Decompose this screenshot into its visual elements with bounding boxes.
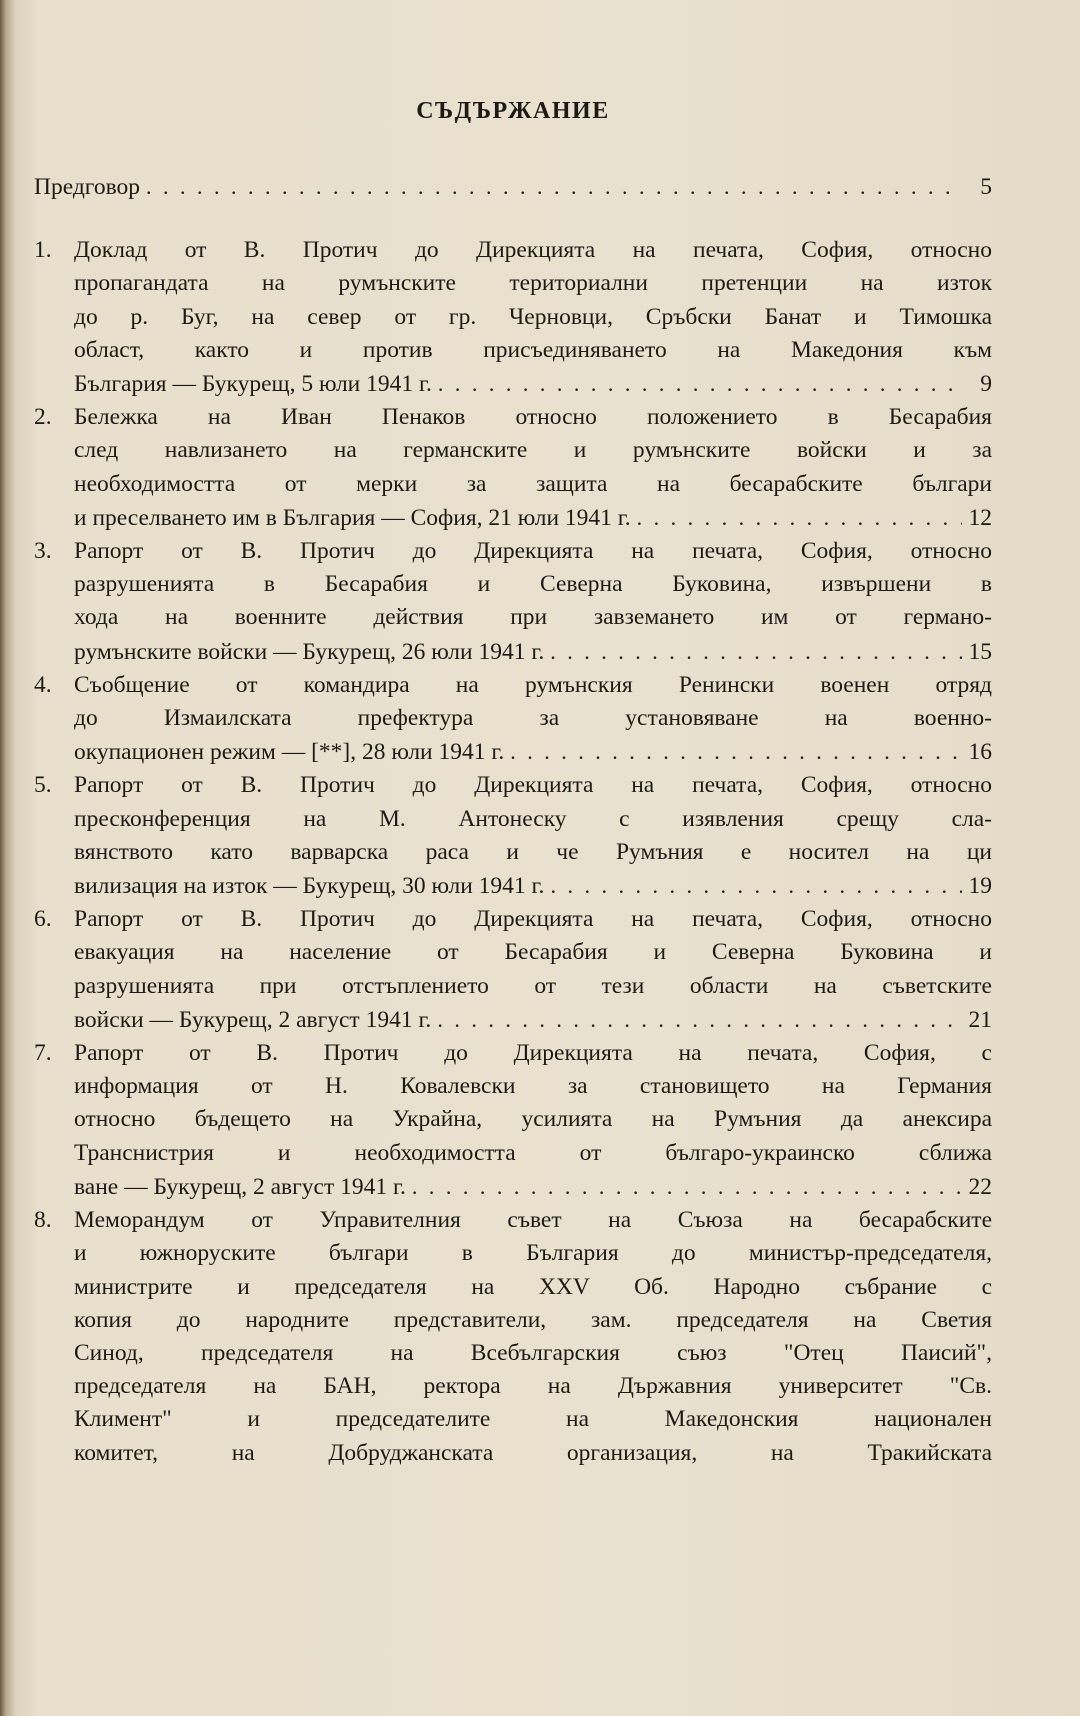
dot-leader [550, 869, 962, 902]
entry-final-line [74, 367, 992, 401]
dot-leader [510, 735, 962, 768]
entry-text-line: Рапорт от В. Протич до Дирекцията на печата, София, относно [74, 772, 992, 799]
entry-text-line: Транснистрия и необходимостта от българо-украинско сближа [74, 1139, 992, 1166]
entry-body [74, 234, 992, 401]
entry-text-line: вянството като варварска раса и че Румъния е носител на ци [74, 838, 992, 865]
entry-text-line: Синод, председателя на Всебългарския съюз "Отец Паисий", [74, 1339, 992, 1366]
entry-final-line [74, 501, 992, 535]
entries-list [34, 234, 992, 1470]
entry-text-line: Климент" и председателите на Македонския национален [74, 1406, 992, 1433]
entry-final-text: ване — Букурещ, 2 август 1941 г. [74, 1173, 406, 1200]
entry-page-number: 21 [968, 1006, 992, 1033]
entry-number: 5. [34, 772, 52, 799]
entry-text-line: пропагандата на румънските териториални претенции на изток [74, 270, 992, 297]
entry-text-line: комитет, на Добруджанската организация, на Тракийската [74, 1439, 992, 1466]
entry-number: 4. [34, 671, 52, 698]
entry-final-text: вилизация на изток — Букурещ, 30 юли 1941 г. [74, 873, 545, 900]
dot-leader [146, 170, 962, 203]
entry-final-text: румънските войски — Букурещ, 26 юли 1941 г. [74, 638, 545, 665]
toc-entry [34, 903, 992, 1037]
entry-text-line: област, както и против присъединяването на Македония към [74, 336, 992, 363]
entry-text-line: председателя на БАН, ректора на Държавния университет "Св. [74, 1373, 992, 1400]
entry-text-line: Бележка на Иван Пенаков относно положението в Бесарабия [74, 404, 992, 431]
entry-text-line: до Измаилската префектура за установяване на военно- [74, 705, 992, 732]
entry-final-line [74, 869, 992, 903]
page-title: СЪДЪРЖАНИЕ [416, 98, 610, 124]
table-of-contents [34, 96, 992, 1470]
entry-page-number: 15 [968, 638, 992, 665]
entry-final-line [74, 1003, 992, 1037]
entry-body [74, 401, 992, 535]
entry-text-line: Меморандум от Управителния съвет на Съюза на бесарабските [74, 1207, 992, 1234]
entry-number: 3. [34, 538, 52, 565]
entry-final-text: окупационен режим — [**], 28 юли 1941 г. [74, 739, 505, 766]
entry-text-line: и южноруските българи в България до министър-председателя, [74, 1240, 992, 1267]
entry-final-text: и преселването им в България — София, 21 юли 1941 г. [74, 504, 631, 531]
preface-page-number: 5 [980, 174, 992, 200]
entry-text-line: информация от Н. Ковалевски за становището на Германия [74, 1073, 992, 1100]
entry-body [74, 769, 992, 903]
dot-leader [550, 635, 962, 668]
entry-text-line: Рапорт от В. Протич до Дирекцията на печата, София, относно [74, 538, 992, 565]
toc-entry [34, 535, 992, 669]
entry-page-number: 22 [968, 1173, 992, 1200]
entry-final-text: България — Букурещ, 5 юли 1941 г. [74, 371, 432, 398]
entry-text-line: евакуация на население от Бесарабия и Северна Буковина и [74, 939, 992, 966]
entry-body [74, 1204, 992, 1470]
entry-final-line [74, 635, 992, 669]
entry-text-line: след навлизането на германските и румънските войски и за [74, 437, 992, 464]
entry-final-text: войски — Букурещ, 2 август 1941 г. [74, 1006, 432, 1033]
toc-entry [34, 769, 992, 903]
entry-body [74, 535, 992, 669]
entry-page-number: 12 [968, 504, 992, 531]
entry-body [74, 1037, 992, 1204]
toc-entry [34, 669, 992, 770]
entry-text-line: министрите и председателя на XXV Об. Народно събрание с [74, 1273, 992, 1300]
dot-leader [637, 501, 962, 534]
dot-leader [438, 367, 962, 400]
entry-page-number: 9 [980, 371, 992, 398]
entry-number: 8. [34, 1207, 52, 1234]
dot-leader [412, 1170, 962, 1203]
entry-text-line: пресконференция на М. Антонеску с изявления срещу сла- [74, 805, 992, 832]
toc-entry [34, 1037, 992, 1204]
preface-label: Предговор [34, 174, 141, 200]
entry-number: 2. [34, 404, 52, 431]
entry-body [74, 903, 992, 1037]
entry-text-line: Рапорт от В. Протич до Дирекцията на печата, София, с [74, 1040, 992, 1067]
entry-final-line [74, 1170, 992, 1204]
entry-page-number: 19 [968, 873, 992, 900]
entry-text-line: разрушенията в Бесарабия и Северна Буковина, извършени в [74, 571, 992, 598]
preface-entry [34, 170, 992, 204]
entry-text-line: до р. Буг, на север от гр. Черновци, Сръбски Банат и Тимошка [74, 303, 992, 330]
entry-text-line: относно бъдещето на Украйна, усилията на Румъния да анексира [74, 1106, 992, 1133]
entry-body [74, 669, 992, 770]
toc-entry [34, 401, 992, 535]
entry-number: 7. [34, 1040, 52, 1067]
entry-number: 1. [34, 237, 52, 264]
entry-text-line: Доклад от В. Протич до Дирекцията на печата, София, относно [74, 237, 992, 264]
toc-entry [34, 1204, 992, 1470]
entry-text-line: копия до народните представители, зам. председателя на Светия [74, 1306, 992, 1333]
entry-text-line: необходимостта от мерки за защита на бесарабските българи [74, 470, 992, 497]
entry-text-line: хода на военните действия при завземането им от германо- [74, 604, 992, 631]
entry-text-line: разрушенията при отстъплението от тези области на съветските [74, 972, 992, 999]
entry-final-line [74, 735, 992, 769]
entry-text-line: Рапорт от В. Протич до Дирекцията на печата, София, относно [74, 906, 992, 933]
dot-leader [437, 1003, 962, 1036]
entry-number: 6. [34, 906, 52, 933]
entry-page-number: 16 [968, 739, 992, 766]
toc-entry [34, 234, 992, 401]
entry-text-line: Съобщение от командира на румънския Ренински военен отряд [74, 671, 992, 698]
